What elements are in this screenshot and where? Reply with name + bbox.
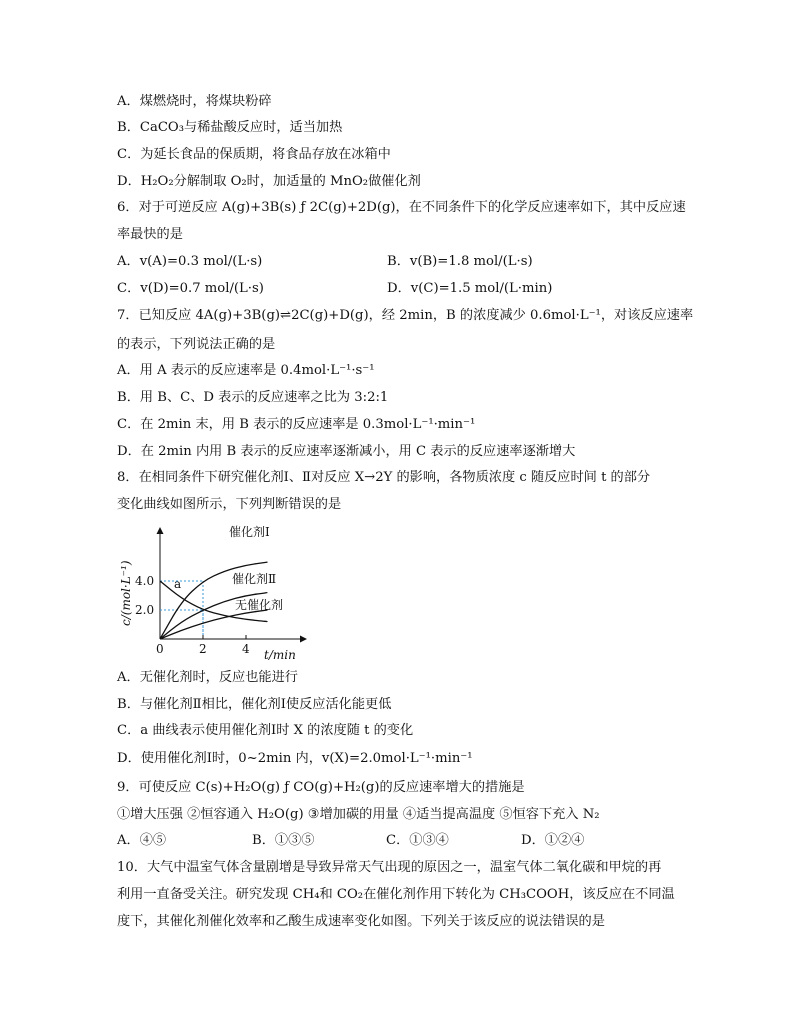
- q7-stem-line2: 的表示，下列说法正确的是: [117, 337, 276, 352]
- q8-stem-line2: 变化曲线如图所示，下列判断错误的是: [117, 497, 342, 512]
- q8-stem-line1: 8．在相同条件下研究催化剂Ⅰ、Ⅱ对反应 X→2Y 的影响，各物质浓度 c 随反应时间 t 的部分: [117, 470, 651, 485]
- q8-option-d: D．使用催化剂Ⅰ时，0~2min 内，v(X)=2.0mol·L⁻¹·min⁻¹: [117, 751, 473, 766]
- q6-option-d: D．v(C)=1.5 mol/(L·min): [387, 281, 553, 296]
- q7-option-c: C．在 2min 末，用 B 表示的反应速率是 0.3mol·L⁻¹·min⁻¹: [117, 417, 476, 432]
- q6-stem-line2: 率最快的是: [117, 227, 183, 242]
- x-tick-label: 2: [199, 642, 207, 656]
- q6-option-b: B．v(B)=1.8 mol/(L·s): [387, 254, 533, 269]
- x-tick-label: 0: [156, 642, 164, 656]
- q7-option-b: B．用 B、C、D 表示的反应速率之比为 3:2:1: [117, 390, 389, 405]
- series-line-2: [160, 610, 268, 639]
- q10-line1: 10．大气中温室气体含量剧增是导致异常天气出现的原因之一，温室气体二氧化碳和甲烷的再: [117, 860, 662, 875]
- y-tick-label: 2.0: [135, 603, 155, 617]
- q6-option-a: A．v(A)=0.3 mol/(L·s): [117, 254, 263, 269]
- q5-option-c: C．为延长食品的保质期，将食品存放在冰箱中: [117, 147, 391, 162]
- q9-stem: 9．可使反应 C(s)+H₂O(g) ƒ CO(g)+H₂(g)的反应速率增大的措施是: [117, 780, 525, 795]
- series-label-catalyst-1: 催化剂Ⅰ: [229, 525, 270, 539]
- q5-option-d: D．H₂O₂分解制取 O₂时，加适量的 MnO₂做催化剂: [117, 174, 421, 189]
- q9-measures: ①增大压强 ②恒容通入 H₂O(g) ③增加碳的用量 ④适当提高温度 ⑤恒容下充入 N₂: [117, 807, 600, 822]
- y-axis-label: c/(mol·L⁻¹): [119, 560, 133, 626]
- q8-option-c: C．a 曲线表示使用催化剂Ⅰ时 X 的浓度随 t 的变化: [117, 723, 414, 738]
- curve-label-a: a: [174, 577, 182, 591]
- q5-option-a: A．煤燃烧时，将煤块粉碎: [117, 94, 272, 109]
- q9-option-c: C．①③④: [386, 833, 449, 848]
- series-label-no-catalyst: 无催化剂: [235, 598, 284, 612]
- q10-line2: 利用一直备受关注。研究发现 CH₄和 CO₂在催化剂作用下转化为 CH₃COOH，该反应在不同温: [117, 887, 675, 902]
- x-axis-label: t/min: [264, 648, 296, 662]
- q10-line3: 度下，其催化剂催化效率和乙酸生成速率变化如图。下列关于该反应的说法错误的是: [117, 914, 605, 929]
- series-label-catalyst-2: 催化剂Ⅱ: [232, 572, 277, 586]
- chart-svg: [114, 522, 314, 667]
- q8-option-b: B．与催化剂Ⅱ相比，催化剂Ⅰ使反应活化能更低: [117, 697, 392, 712]
- q6-stem-line1: 6．对于可逆反应 A(g)+3B(s) ƒ 2C(g)+2D(g)，在不同条件下的化学反应速率如下，其中反应速: [117, 200, 686, 215]
- q6-option-c: C．v(D)=0.7 mol/(L·s): [117, 281, 264, 296]
- q7-stem-line1: 7．已知反应 4A(g)+3B(g)⇌2C(g)+D(g)，经 2min，B 的浓度减少 0.6mol·L⁻¹，对该反应速率: [117, 308, 694, 323]
- q7-option-a: A．用 A 表示的反应速率是 0.4mol·L⁻¹·s⁻¹: [117, 363, 375, 378]
- y-tick-label: 4.0: [135, 574, 155, 588]
- q5-option-b: B．CaCO₃与稀盐酸反应时，适当加热: [117, 120, 343, 135]
- x-tick-label: 4: [242, 642, 250, 656]
- q9-option-a: A．④⑤: [117, 833, 167, 848]
- q9-option-b: B．①③⑤: [252, 833, 315, 848]
- q7-option-d: D．在 2min 内用 B 表示的反应速率逐渐减小，用 C 表示的反应速率逐渐增大: [117, 444, 576, 459]
- concentration-time-chart: [114, 522, 314, 671]
- q9-option-d: D．①②④: [521, 833, 585, 848]
- q8-option-a: A．无催化剂时，反应也能进行: [117, 670, 298, 685]
